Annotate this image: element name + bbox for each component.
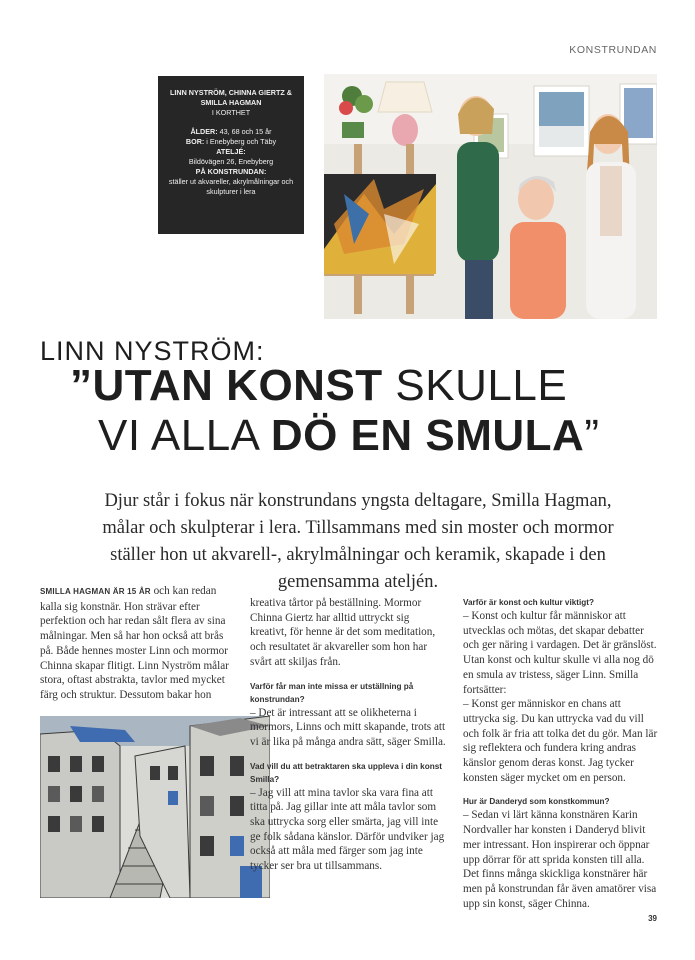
fact-studio-label: ATELJÉ:: [216, 147, 246, 156]
headline-line-2: VI ALLA DÖ EN SMULA”: [98, 411, 600, 460]
fact-tour-value: ställer ut akvareller, akrylmålningar och skulpturer i lera: [168, 177, 294, 196]
body-column-2: [250, 596, 446, 874]
interview-question: Varför får man inte missa er utställning på konstrundan?: [250, 681, 414, 704]
interview-answer: – Konst ger människor en chans att uttrycka sig. Du kan uttrycka vad du vill och folk är fria att tolka det du gör. Man lär sig reflektera och fundera kring andras känslor genom deras konst. Jag tycker konsten säger mycket om en person.: [463, 698, 658, 784]
headline-kicker: LINN NYSTRÖM:: [40, 336, 265, 366]
interview-answer: – Det är intressant att se olikheterna i mormors, Linns och mitt skapande, trots att vi är lika på många andra sätt, säger Smilla.: [250, 706, 446, 748]
body-paragraph: kreativa tårtor på beställning. Mormor Chinna Giertz har alltid uttryckt sig kreativt, för henne är det som meditation, och resultatet är akvareller som hon har svårt att skiljas från.: [250, 597, 436, 668]
body-paragraph: och kan redan kalla sig konstnär. Hon strävar efter perfektion och har redan sålt flera av sina målningar. Men så har hon också att brås på. Både hennes moster Linn och mormor Chinna skapar flitigt. Linn Nyström målar stora, oftast abstrakta, tavlor med mycket färg och struktur. Dessutom bakar hon: [40, 585, 229, 701]
fact-box: [158, 76, 304, 234]
fact-box-names: LINN NYSTRÖM, CHINNA GIERTZ & SMILLA HAGMAN: [170, 88, 292, 107]
body-column-3: [463, 596, 659, 911]
fact-box-subtitle: I KORTHET: [211, 108, 251, 117]
body-column-1: [40, 584, 236, 703]
interview-answer: – Sedan vi lärt känna konstnären Karin Nordvaller har konsten i Danderyd blivit mer intressant. Hon inspirerar och öppnar upp dörrar för att sprida konsten till alla. Det finns många skickliga konstnärer här men på konstrundan får även amatörer visa upp sin konst, säger Chinna.: [463, 809, 657, 910]
section-label: KONSTRUNDAN: [569, 44, 657, 56]
interview-question: Varför är konst och kultur viktigt?: [463, 598, 595, 607]
lead-paragraph: Djur står i fokus när konstrundans yngsta deltagare, Smilla Hagman, målar och skulpterar i lera. Tillsammans med sin moster och mormor ställer hon ut akvarell-, akrylmålningar och keramik, skapade i den gemensamma ateljén.: [102, 491, 614, 592]
page-number: 39: [648, 914, 657, 923]
interview-answer: – Konst och kultur får människor att utvecklas och mötas, det skapar debatter och ger näring i vardagen. Det är gränslöst. Utan konst och kultur skulle vi alla nog dö en smula av tristess, säger Linn. Smilla fortsätter:: [463, 610, 657, 696]
fact-age: ÅLDER: 43, 68 och 15 år: [190, 127, 272, 136]
fact-lives: BOR: i Enebyberg och Täby: [185, 137, 277, 146]
interview-question: Hur är Danderyd som konstkommun?: [463, 797, 610, 807]
fact-tour-label: PÅ KONSTRUNDAN:: [195, 167, 267, 176]
portrait-photo: [324, 74, 657, 319]
headline-line-1: ”UTAN KONST SKULLE: [70, 361, 568, 410]
painting-photo: [40, 716, 270, 898]
body-lead-in: SMILLA HAGMAN ÄR 15 ÅR: [40, 587, 151, 596]
fact-studio-value: Bildövägen 26, Enebyberg: [188, 157, 274, 166]
interview-answer: – Jag vill att mina tavlor ska vara fina att titta på. Jag gillar inte att måla tavlor som ska uttrycka sorg eller smärta, jag vill inte ge folk sådana känslor. Därför undviker jag också att måla med färger som jag inte tycker ser bra ut tillsammans.: [250, 786, 445, 873]
interview-question: Vad vill du att betraktaren ska uppleva i din konst Smilla?: [250, 761, 443, 784]
